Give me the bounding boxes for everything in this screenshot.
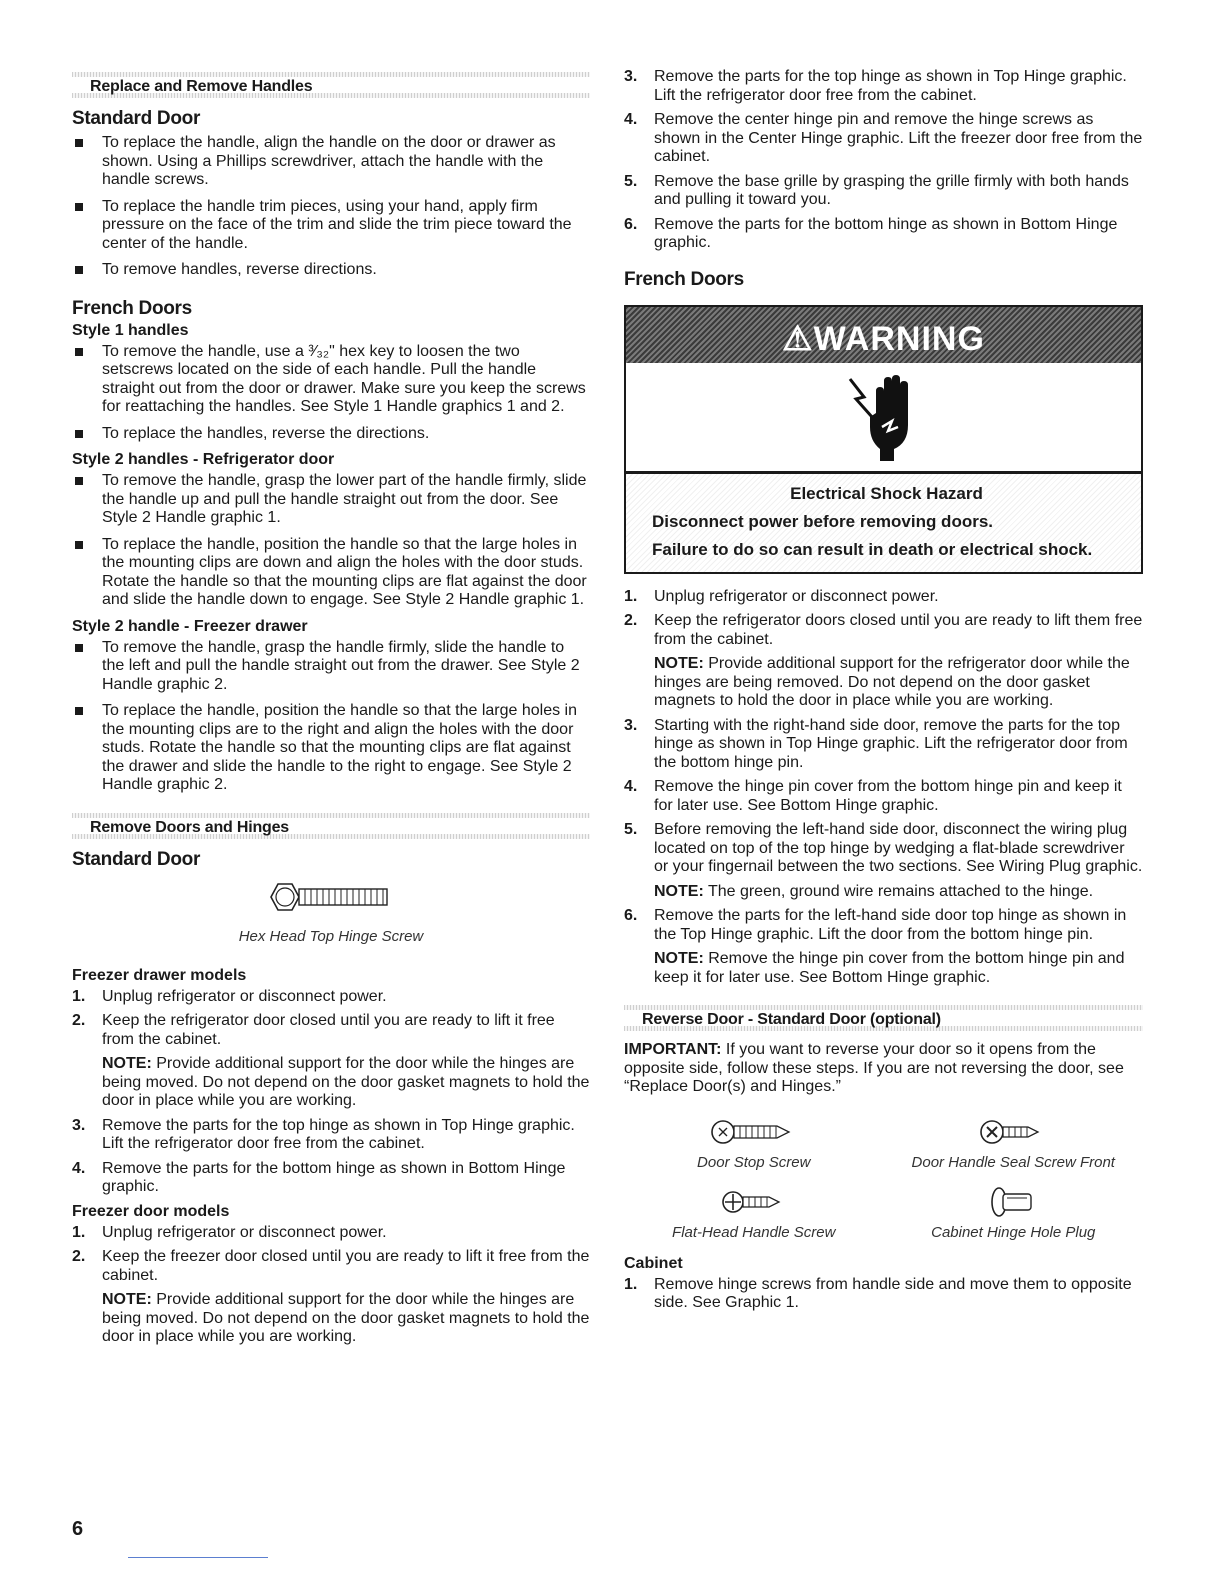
list-item: To replace the handle, align the handle on the door or drawer as shown. Using a Phillips screwdriver, attach the handle with the handle screws. [72, 134, 590, 190]
list-item: 2. Keep the refrigerator door closed until you are ready to lift it free from the cabinet. NOTE: Provide additional support for the door while the hinges are being moved. Do not depend on the door gasket magnets to hold the door in place while you are working. [72, 1012, 590, 1109]
warning-line: Disconnect power before removing doors. [652, 511, 994, 531]
shock-hazard-figure [626, 363, 1141, 474]
figure-caption: Cabinet Hinge Hole Plug [931, 1223, 1096, 1241]
list-item: 1. Unplug refrigerator or disconnect power. [72, 987, 387, 1005]
section-bar-reverse-door [624, 1001, 1143, 1031]
door-stop-screw-figure [624, 1115, 884, 1171]
list-item: To replace the handle, position the handle so that the large holes in the mounting clips are to the right and align the holes with the door studs. Rotate the handle so that the mounting clips are flat against the drawer and slide the handle to the right to engage. See Style 2 Handle graphic 2. [72, 702, 590, 795]
footer-rule [128, 1557, 268, 1558]
section-title: Remove Doors and Hinges [90, 818, 290, 836]
list-item: 1. Unplug refrigerator or disconnect power. [624, 587, 939, 605]
list-item: To remove the handle, grasp the lower part of the handle firmly, slide the handle up and pull the handle straight out from the door. See Style 2 Handle graphic 1. [72, 472, 590, 528]
warning-body [626, 474, 1141, 572]
figure-caption: Door Handle Seal Screw Front [911, 1153, 1115, 1171]
list-item: 3. Starting with the right-hand side door, remove the parts for the top hinge as shown in Top Hinge graphic. Lift the refrigerator door from the bottom hinge pin. [624, 716, 1128, 771]
warning-title: WARNING [813, 319, 985, 358]
warning-triangle-icon: ⚠ [782, 319, 814, 358]
subheading: Style 1 handles [72, 321, 189, 339]
list-item: To remove handles, reverse directions. [72, 261, 590, 280]
list-item: 2. Keep the freezer door closed until you are ready to lift it free from the cabinet. NOTE: Provide additional support for the door while the hinges are being moved. Do not depend on the door gasket magnets to hold the door in place while you are working. [72, 1248, 590, 1345]
door-handle-seal-screw-figure [884, 1115, 1144, 1171]
list-item: 4. Remove the center hinge pin and remove the hinge screws as shown in the Center Hinge graphic. Lift the freezer door free from the cabinet. [624, 111, 1143, 165]
subheading: Cabinet [624, 1254, 683, 1272]
numbered-list [72, 988, 590, 1197]
figure-caption: Door Stop Screw [697, 1153, 811, 1171]
warning-box [624, 305, 1143, 574]
note: NOTE: Provide additional support for the refrigerator door while the hinges are being removed. Do not depend on the door gasket magnets to hold the door in place while you are working. [654, 655, 1130, 709]
list-item: 4. Remove the hinge pin cover from the bottom hinge pin and keep it for later use. See Bottom Hinge graphic. [624, 778, 1122, 814]
cabinet-hinge-hole-plug-figure [884, 1185, 1144, 1241]
note: NOTE: The green, ground wire remains attached to the hinge. [654, 882, 1094, 900]
bullet-list [72, 343, 590, 444]
numbered-list [72, 1224, 590, 1347]
list-item: To replace the handle, position the handle so that the large holes in the mounting clips are down and align the holes with the door studs. Rotate the handle so that the mounting clips are flat against the door and slide the handle down to engage. See Style 2 Handle graphic 1. [72, 536, 590, 610]
hazard-title: Electrical Shock Hazard [790, 483, 983, 503]
section-title: Reverse Door - Standard Door (optional) [642, 1011, 941, 1028]
subheading: Freezer drawer models [72, 966, 247, 984]
figure-caption: Flat-Head Handle Screw [672, 1223, 836, 1241]
bullet-list [72, 639, 590, 795]
warning-header [626, 307, 1141, 363]
subsection-title: French Doors [72, 297, 192, 319]
section-bar-replace-handles [72, 68, 590, 98]
subheading: Style 2 handle - Freezer drawer [72, 617, 308, 635]
door-stop-screw-icon [709, 1115, 799, 1149]
screw-figures [624, 1115, 1143, 1241]
left-column [72, 68, 590, 1353]
list-item: To remove the handle, use a ³⁄₃₂" hex key to loosen the two setscrews located on the side of each handle. Pull the handle straight out from the door or drawer. Make sure you keep the screws for reattaching the handles. See Style 1 Handle graphics 1 and 2. [72, 343, 590, 417]
note: NOTE: Remove the hinge pin cover from the bottom hinge pin and keep it for later use. See Bottom Hinge graphic. [654, 950, 1125, 986]
hex-screw-figure [72, 875, 590, 945]
list-item: 2. Keep the refrigerator doors closed until you are ready to lift them free from the cabinet. NOTE: Provide additional support for the refrigerator door while the hinges are being removed. Do not depend on the door gasket magnets to hold the door in place while you are working. [624, 612, 1143, 709]
list-item: 3. Remove the parts for the top hinge as shown in Top Hinge graphic. Lift the refrigerator door free from the cabinet. [72, 1116, 575, 1152]
bullet-list [72, 472, 590, 610]
subheading: Style 2 handles - Refrigerator door [72, 451, 335, 468]
list-item: 6. Remove the parts for the left-hand side door top hinge as shown in the Top Hinge graphic. Lift the door from the bottom hinge pin. NOTE: Remove the hinge pin cover from the bottom hinge pin and keep it for later use. See Bottom Hinge graphic. [624, 907, 1143, 987]
numbered-list [624, 1276, 1143, 1313]
bullet-list [72, 134, 590, 280]
subsection-title: Standard Door [72, 848, 201, 870]
right-column [624, 68, 1143, 1319]
list-item: 1. Unplug refrigerator or disconnect power. [72, 1223, 387, 1241]
numbered-list [624, 68, 1143, 253]
subsection-title: French Doors [624, 268, 744, 290]
list-item: To replace the handle trim pieces, using your hand, apply firm pressure on the face of the trim and slide the trim piece toward the center of the handle. [72, 198, 590, 254]
figure-caption: Hex Head Top Hinge Screw [238, 927, 424, 945]
subheading: Freezer door models [72, 1202, 230, 1220]
electric-shock-hand-icon [846, 369, 926, 465]
subsection-title: Standard Door [72, 108, 201, 129]
list-item: 3. Remove the parts for the top hinge as shown in Top Hinge graphic. Lift the refrigerator door free from the cabinet. [624, 68, 1127, 104]
numbered-list [624, 588, 1143, 988]
important-paragraph: IMPORTANT: If you want to reverse your door so it opens from the opposite side, follow these steps. If you are not reversing the door, see “Replace Door(s) and Hinges.” [624, 1041, 1124, 1095]
section-bar-remove-doors [72, 809, 590, 839]
flat-head-handle-screw-figure [624, 1185, 884, 1241]
page-number: 6 [72, 1518, 84, 1540]
list-item: 1. Remove hinge screws from handle side and move them to opposite side. See Graphic 1. [624, 1275, 1132, 1311]
list-item: To remove the handle, grasp the handle firmly, slide the handle to the left and pull the handle straight out from the drawer. See Style 2 Handle graphic 2. [72, 639, 590, 695]
note: NOTE: Provide additional support for the door while the hinges are being moved. Do not depend on the door gasket magnets to hold the door in place while you are working. [102, 1055, 590, 1109]
flat-head-screw-icon [719, 1185, 789, 1219]
list-item: 5. Remove the base grille by grasping the grille firmly with both hands and pulling it toward you. [624, 172, 1129, 208]
phillips-screw-icon [978, 1115, 1048, 1149]
list-item: 5. Before removing the left-hand side door, disconnect the wiring plug located on top of the top hinge by wedging a flat-blade screwdriver or your fingernail between the two sections. See Wiring Plug graphic. NOTE: The green, ground wire remains attached to the hinge. [624, 821, 1143, 900]
hex-head-screw-icon [261, 875, 401, 919]
section-title: Replace and Remove Handles [90, 78, 313, 95]
list-item: 6. Remove the parts for the bottom hinge as shown in Bottom Hinge graphic. [624, 215, 1118, 251]
hole-plug-icon [983, 1185, 1043, 1219]
warning-line: Failure to do so can result in death or electrical shock. [652, 539, 1093, 559]
list-item: 4. Remove the parts for the bottom hinge as shown in Bottom Hinge graphic. [72, 1159, 566, 1195]
note: NOTE: Provide additional support for the door while the hinges are being moved. Do not depend on the door gasket magnets to hold the door in place while you are working. [102, 1291, 590, 1345]
list-item: To replace the handles, reverse the directions. [72, 425, 590, 444]
